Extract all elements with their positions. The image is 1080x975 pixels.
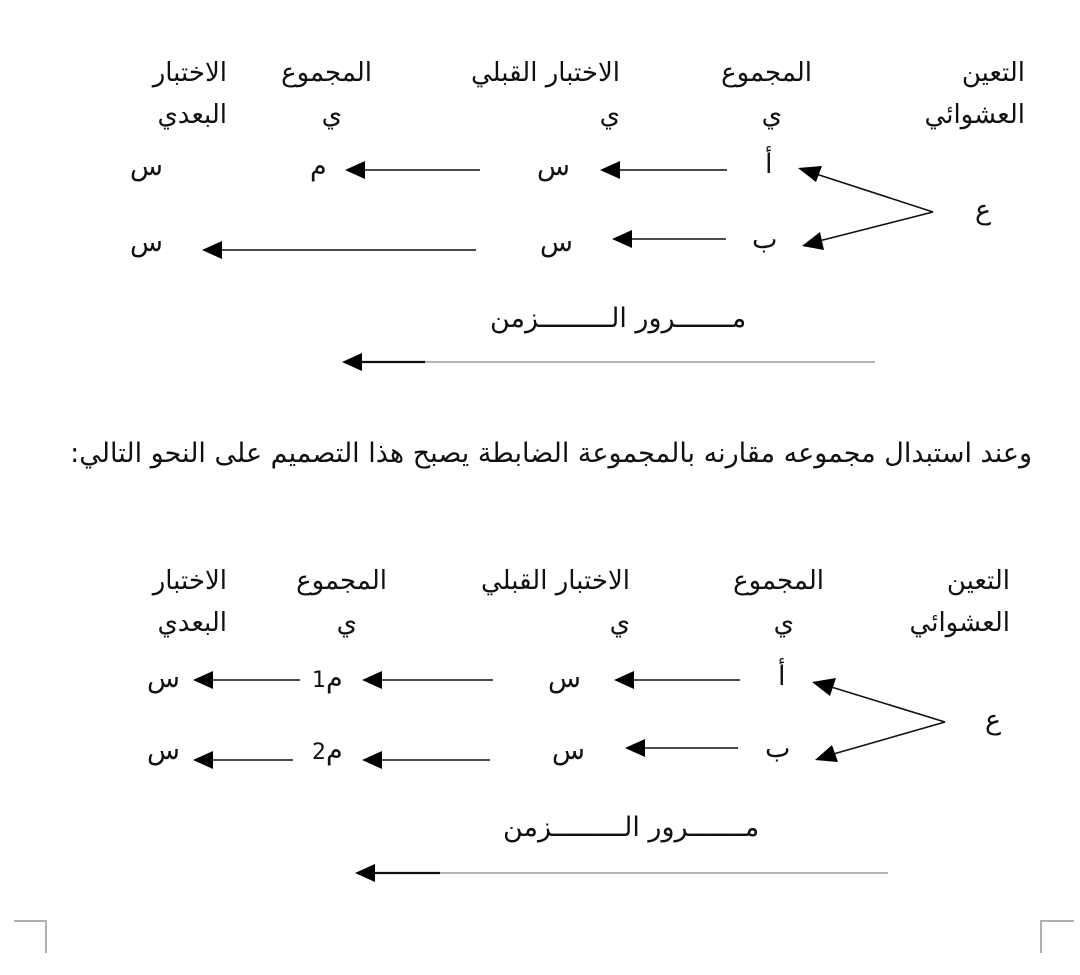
time-passage-label: مـــــــرور الـــــــــزمن [503, 812, 760, 843]
header-line: البعدي [157, 100, 227, 130]
body-paragraph: وعند استبدال مجموعه مقارنه بالمجموعة الضابطة يصبح هذا التصميم على النحو التالي: [70, 438, 1032, 469]
header-line: ي [321, 100, 342, 130]
group-b-label: ب [752, 224, 778, 255]
pretest-a-label: س [548, 663, 581, 694]
treatment-index: 1 [312, 668, 326, 693]
design2-arrows [193, 671, 945, 769]
group-a-label: أ [778, 661, 786, 692]
header-line: ي [773, 608, 794, 638]
random-assignment-symbol: ع [985, 705, 1002, 736]
page-crop-marks [14, 921, 1074, 953]
treatment-letter: م [326, 663, 343, 694]
design2-time-arrow [355, 864, 888, 882]
treatment-index: 2 [312, 740, 326, 765]
posttest-b-label: س [130, 227, 163, 258]
posttest-b-label: س [147, 735, 180, 766]
header-line: العشوائي [909, 608, 1010, 638]
group-a-label: أ [765, 149, 773, 180]
header-line: ي [599, 100, 620, 130]
header-line: المجموع [296, 566, 387, 596]
treatment-label: م [310, 151, 327, 182]
random-assignment-symbol: ع [975, 195, 992, 226]
pretest-b-label: س [552, 735, 585, 766]
posttest-a-label: س [130, 151, 163, 182]
header-line: ي [336, 608, 357, 638]
header-line: البعدي [157, 608, 227, 638]
header-line: ي [761, 100, 782, 130]
header-line: المجموع [733, 566, 824, 596]
header-line: الاختبار القبلي [481, 566, 630, 596]
treatment-letter: م [326, 735, 343, 766]
header-line: الاختبار [152, 566, 227, 596]
posttest-a-label: س [147, 663, 180, 694]
crop-mark-right-icon [1041, 921, 1074, 953]
time-passage-label: مـــــــرور الـــــــــزمن [490, 303, 747, 334]
header-line: التعين [946, 566, 1010, 596]
design1-time-arrow [342, 353, 875, 371]
header-line: ي [609, 608, 630, 638]
header-line: العشوائي [924, 100, 1025, 130]
pretest-b-label: س [540, 227, 573, 258]
header-line: التعين [961, 58, 1025, 88]
crop-mark-left-icon [14, 921, 46, 953]
pretest-a-label: س [537, 151, 570, 182]
header-line: الاختبار [152, 58, 227, 88]
header-line: المجموع [281, 58, 372, 88]
design1-arrows [202, 161, 933, 259]
group-b-label: ب [765, 733, 791, 764]
header-line: المجموع [721, 58, 812, 88]
header-line: الاختبار القبلي [471, 58, 620, 88]
